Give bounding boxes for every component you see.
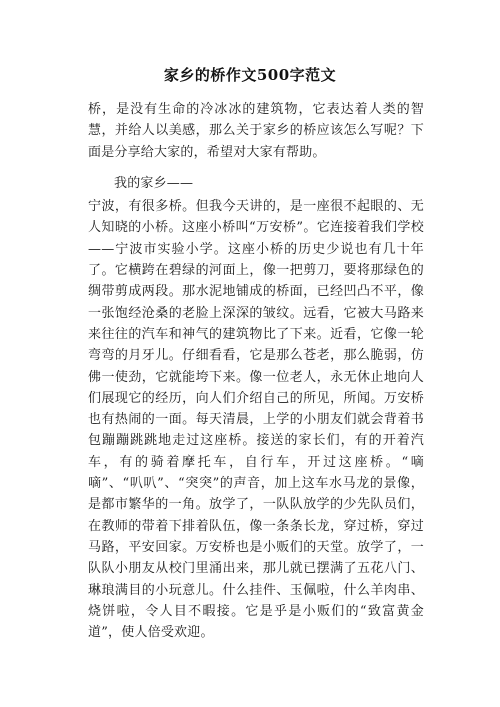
essay-heading: 我的家乡—— — [114, 175, 194, 191]
intro-paragraph: 桥，是没有生命的冷冰冰的建筑物，它表达着人类的智慧，并给人以美感，那么关于家乡的桥应该怎么写呢？下面是分享给大家的，希望对大家有帮助。 — [88, 102, 424, 160]
document-body — [88, 99, 424, 643]
document-title: 家乡的桥作文500字范文 — [163, 66, 337, 84]
essay-body-paragraph: 宁波，有很多桥。但我今天讲的，是一座很不起眼的、无人知晓的小桥。这座小桥叫“万安桥”。它连接着我们学校——宁波市实验小学。这座小桥的历史少说也有几十年了。它横跨在碧绿的河面上，像一把剪刀，要将那绿色的绸带剪成两段。那水泥地铺成的桥面，已经凹凸不平，像一张饱经沧桑的老脸上深深的皱纹。远看，它被大马路来来往往的汽车和神气的建筑物比了下来。近看，它像一轮弯弯的月牙儿。仔细看看，它是那么苍老，那么脆弱，仿佛一使劲，它就能垮下来。像一位老人，永无休止地向人们展现它的经历，向人们介绍自己的所见，所闻。万安桥也有热闹的一面。每天清晨，上学的小朋友们就会背着书包蹦蹦跳跳地走过这座桥。接送的家长们，有的开着汽车，有的骑着摩托车，自行车，开过这座桥。“嘀嘀”、“叭叭”、“突突”的声音，加上这车水马龙的景像，是都市繁华的一角。放学了，一队队放学的少先队员们，在教师的带着下排着队伍，像一条条长龙，穿过桥，穿过马路，平安回家。万安桥也是小贩们的天堂。放学了，一队队小朋友从校门里涌出来，那儿就已摆满了五花八门、琳琅满目的小玩意儿。什么挂件、玉佩啦，什么羊肉串、烧饼啦，令人目不暇接。它是乎是小贩们的“致富黄金道”，使人倍受欢迎。 — [88, 199, 424, 641]
